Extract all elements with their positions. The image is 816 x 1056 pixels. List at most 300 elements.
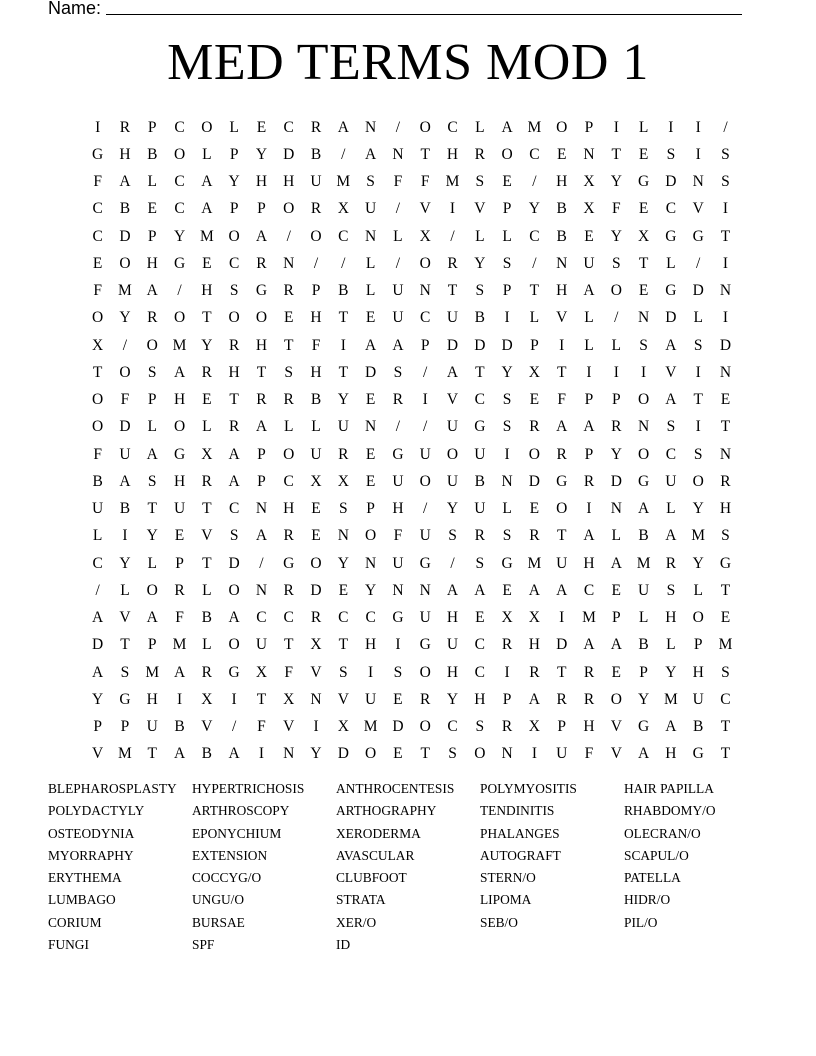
grid-letter: H [719, 500, 732, 518]
grid-letter: M [691, 527, 706, 545]
grid-letter: T [256, 690, 267, 708]
grid-letter: O [283, 200, 295, 218]
grid-letter: H [310, 309, 322, 327]
grid-letter: A [337, 118, 349, 136]
grid-letter: N [392, 145, 404, 163]
grid-letter: A [583, 282, 595, 300]
grid-letter: U [365, 200, 377, 218]
word-list-item: OSTEODYNIA [48, 825, 135, 841]
grid-row [84, 169, 739, 196]
grid-letter: D [365, 363, 377, 381]
grid-letter: E [365, 391, 376, 409]
grid-letter: Y [201, 336, 213, 354]
grid-letter: L [202, 636, 212, 654]
grid-letter: N [419, 581, 431, 599]
grid-letter: R [501, 636, 513, 654]
grid-letter: U [556, 745, 568, 763]
grid-letter: A [583, 418, 595, 436]
grid-letter: O [228, 227, 240, 245]
grid-letter: H [283, 500, 295, 518]
grid-letter: Y [337, 391, 349, 409]
grid-letter: C [283, 609, 294, 627]
grid-letter: I [122, 527, 128, 545]
grid-letter: G [419, 554, 431, 572]
grid-letter: M [363, 718, 378, 736]
grid-letter: H [283, 173, 295, 191]
grid-letter: G [474, 418, 486, 436]
word-list-item: OLECRAN/O [624, 825, 701, 841]
grid-letter: N [283, 745, 295, 763]
grid-letter: L [92, 527, 103, 545]
grid-letter: E [256, 118, 267, 136]
grid-letter: F [584, 745, 594, 763]
grid-letter: L [147, 173, 157, 191]
grid-letter: O [228, 309, 240, 327]
grid-letter: L [666, 636, 676, 654]
grid-letter: U [446, 636, 459, 654]
grid-letter: R [310, 118, 322, 136]
grid-letter: E [529, 500, 540, 518]
grid-letter: O [419, 118, 431, 136]
grid-letter: I [586, 500, 592, 518]
grid-letter: C [256, 609, 267, 627]
grid-letter: H [665, 609, 677, 627]
grid-letter: U [556, 554, 568, 572]
grid-letter: S [120, 663, 130, 681]
grid-letter: A [637, 745, 650, 763]
grid-letter: / [696, 254, 701, 272]
word-list-item: ARTHROSCOPY [192, 803, 290, 819]
grid-letter: O [283, 445, 295, 463]
grid-letter: T [283, 336, 294, 354]
grid-letter: V [92, 745, 104, 763]
grid-letter: A [173, 745, 186, 763]
word-list-item: MYORRAPHY [48, 847, 134, 863]
grid-row [84, 359, 739, 386]
grid-letter: N [365, 227, 377, 245]
grid-letter: O [146, 336, 158, 354]
grid-letter: N [692, 173, 704, 191]
grid-letter: Y [119, 554, 131, 572]
grid-letter: E [720, 391, 731, 409]
grid-row [84, 686, 739, 713]
word-list-item: SEB/O [480, 914, 518, 930]
grid-letter: O [419, 663, 431, 681]
grid-letter: S [693, 336, 703, 354]
grid-letter: T [147, 500, 157, 518]
grid-letter: N [419, 282, 431, 300]
word-list-item: AVASCULAR [336, 847, 415, 863]
grid-letter: / [532, 254, 537, 272]
grid-letter: G [665, 227, 677, 245]
grid-letter: A [665, 336, 677, 354]
grid-letter: U [446, 309, 459, 327]
grid-letter: / [423, 500, 428, 518]
grid-letter: P [502, 282, 512, 300]
grid-letter: O [556, 118, 568, 136]
grid-letter: S [284, 363, 294, 381]
grid-letter: N [719, 282, 732, 300]
grid-letter: B [693, 718, 704, 736]
grid-letter: L [666, 500, 676, 518]
grid-letter: M [336, 173, 351, 191]
grid-letter: E [638, 282, 649, 300]
grid-letter: A [255, 227, 268, 245]
word-list-item: CORIUM [48, 914, 102, 930]
grid-letter: E [638, 145, 649, 163]
grid-letter: I [504, 663, 510, 681]
grid-letter: O [92, 391, 104, 409]
grid-letter: D [474, 336, 486, 354]
grid-letter: O [119, 363, 131, 381]
grid-letter: G [637, 718, 650, 736]
grid-letter: D [337, 745, 349, 763]
grid-row [84, 223, 739, 250]
grid-letter: A [146, 609, 158, 627]
grid-letter: X [637, 227, 650, 245]
grid-letter: T [475, 363, 485, 381]
grid-letter: N [637, 418, 650, 436]
word-list-item: AUTOGRAFT [480, 847, 561, 863]
grid-letter: S [448, 527, 457, 545]
grid-letter: I [531, 745, 537, 763]
word-list-item: PHALANGES [480, 825, 560, 841]
grid-letter: R [556, 445, 567, 463]
grid-row [84, 659, 739, 686]
grid-letter: I [258, 745, 265, 763]
grid-row [84, 141, 739, 168]
grid-letter: / [231, 718, 237, 736]
grid-letter: T [420, 145, 430, 163]
grid-letter: U [446, 418, 459, 436]
grid-letter: P [530, 336, 539, 354]
grid-letter: R [147, 309, 158, 327]
grid-letter: S [393, 663, 403, 681]
grid-letter: R [256, 391, 267, 409]
grid-letter: M [145, 663, 160, 681]
grid-letter: X [201, 445, 213, 463]
grid-letter: N [365, 418, 377, 436]
word-list-item: HYPERTRICHOSIS [192, 781, 305, 796]
grid-row [84, 577, 739, 604]
grid-letter: S [721, 173, 730, 191]
grid-letter: I [695, 118, 701, 136]
grid-letter: T [202, 554, 212, 572]
grid-letter: / [395, 118, 401, 136]
grid-letter: S [721, 527, 730, 545]
grid-letter: L [584, 309, 594, 327]
grid-letter: E [502, 581, 512, 599]
grid-letter: T [720, 745, 731, 763]
grid-letter: I [340, 336, 346, 354]
grid-letter: S [475, 282, 485, 300]
grid-letter: R [283, 282, 294, 300]
grid-letter: B [92, 472, 103, 490]
grid-letter: P [557, 718, 566, 736]
grid-letter: Y [255, 145, 268, 163]
grid-letter: A [365, 336, 377, 354]
grid-letter: N [337, 527, 349, 545]
grid-letter: N [610, 500, 622, 518]
grid-letter: X [528, 609, 540, 627]
grid-letter: Y [310, 745, 322, 763]
grid-letter: I [368, 663, 374, 681]
grid-letter: L [202, 145, 212, 163]
grid-letter: R [256, 254, 267, 272]
grid-letter: T [229, 391, 239, 409]
grid-letter: S [721, 663, 730, 681]
grid-letter: T [256, 363, 267, 381]
grid-letter: G [637, 472, 650, 490]
grid-letter: F [93, 445, 102, 463]
grid-letter: M [527, 554, 542, 572]
grid-letter: N [637, 309, 650, 327]
grid-letter: N [583, 145, 595, 163]
grid-letter: F [175, 609, 184, 627]
grid-letter: D [92, 636, 104, 654]
grid-letter: / [341, 254, 346, 272]
grid-letter: N [283, 254, 295, 272]
grid-letter: A [610, 554, 622, 572]
grid-row [84, 278, 739, 305]
grid-letter: L [147, 554, 157, 572]
grid-letter: I [695, 145, 701, 163]
grid-letter: G [637, 173, 650, 191]
word-list-item: ERYTHEMA [48, 870, 122, 886]
grid-letter: P [420, 336, 430, 354]
grid-letter: U [92, 500, 104, 518]
grid-letter: B [119, 200, 131, 218]
grid-letter: A [92, 609, 104, 627]
grid-letter: / [723, 118, 728, 136]
grid-letter: H [556, 282, 568, 300]
grid-letter: T [338, 363, 349, 381]
grid-letter: R [720, 472, 731, 490]
grid-letter: G [92, 145, 104, 163]
grid-letter: / [122, 336, 128, 354]
grid-letter: S [693, 445, 703, 463]
grid-letter: R [392, 391, 404, 409]
grid-letter: R [447, 254, 458, 272]
word-column [624, 778, 768, 956]
grid-letter: F [284, 663, 294, 681]
grid-letter: X [310, 472, 322, 490]
grid-letter: I [504, 445, 510, 463]
grid-letter: V [283, 718, 295, 736]
grid-letter: P [584, 445, 594, 463]
grid-letter: Y [365, 581, 377, 599]
grid-letter: S [611, 254, 621, 272]
grid-letter: H [556, 173, 568, 191]
grid-letter: S [339, 663, 348, 681]
grid-letter: A [501, 118, 513, 136]
grid-letter: E [202, 391, 212, 409]
grid-letter: S [366, 173, 375, 191]
grid-letter: T [720, 418, 731, 436]
grid-letter: H [146, 254, 158, 272]
grid-letter: C [283, 472, 294, 490]
grid-letter: O [637, 445, 650, 463]
grid-letter: S [475, 554, 485, 572]
grid-letter: U [392, 472, 404, 490]
grid-letter: H [692, 663, 704, 681]
grid-letter: M [636, 554, 651, 572]
grid-letter: L [584, 336, 594, 354]
grid-letter: G [692, 745, 704, 763]
grid-letter: L [693, 309, 703, 327]
grid-letter: L [147, 418, 157, 436]
grid-letter: F [611, 200, 621, 218]
grid-row [84, 441, 739, 468]
grid-letter: P [502, 690, 512, 708]
grid-letter: S [639, 336, 648, 354]
grid-letter: L [638, 609, 649, 627]
grid-letter: A [665, 391, 677, 409]
word-list-item: STRATA [336, 892, 386, 908]
grid-letter: P [147, 636, 157, 654]
grid-letter: R [119, 118, 131, 136]
grid-letter: I [722, 254, 729, 272]
grid-letter: C [283, 118, 294, 136]
grid-letter: V [119, 609, 131, 627]
grid-letter: O [201, 118, 213, 136]
grid-letter: B [638, 636, 649, 654]
grid-letter: O [610, 690, 622, 708]
grid-letter: T [338, 636, 349, 654]
grid-letter: Y [637, 690, 650, 708]
grid-letter: P [611, 391, 621, 409]
grid-letter: R [310, 200, 322, 218]
grid-letter: Y [446, 500, 459, 518]
grid-letter: X [92, 336, 104, 354]
word-list-item: EXTENSION [192, 847, 268, 863]
grid-letter: A [583, 527, 595, 545]
grid-letter: / [395, 254, 401, 272]
grid-letter: X [337, 718, 349, 736]
grid-letter: A [146, 282, 158, 300]
grid-letter: D [610, 472, 622, 490]
word-list-item: LUMBAGO [48, 892, 116, 908]
grid-letter: M [582, 609, 596, 627]
grid-letter: D [310, 581, 322, 599]
grid-letter: L [475, 227, 485, 245]
grid-letter: O [310, 227, 322, 245]
grid-letter: U [392, 282, 404, 300]
grid-letter: T [120, 636, 130, 654]
grid-letter: E [365, 445, 376, 463]
grid-letter: X [201, 690, 213, 708]
grid-letter: U [446, 472, 459, 490]
grid-letter: E [393, 690, 403, 708]
grid-letter: O [173, 309, 186, 327]
grid-letter: P [584, 391, 594, 409]
grid-letter: I [722, 309, 729, 327]
grid-letter: S [147, 472, 157, 490]
grid-letter: U [119, 445, 131, 463]
grid-letter: I [695, 418, 701, 436]
grid-row [84, 414, 739, 441]
grid-letter: N [719, 363, 732, 381]
grid-letter: L [529, 309, 540, 327]
grid-letter: H [119, 145, 131, 163]
grid-letter: Y [146, 527, 158, 545]
grid-letter: X [310, 636, 322, 654]
grid-letter: M [718, 636, 733, 654]
grid-letter: H [583, 718, 595, 736]
grid-letter: R [529, 418, 540, 436]
grid-letter: D [719, 336, 732, 354]
grid-letter: C [92, 227, 103, 245]
grid-letter: L [283, 418, 294, 436]
grid-letter: D [119, 227, 131, 245]
grid-row [84, 496, 739, 523]
grid-letter: R [474, 145, 485, 163]
word-list-item: BURSAE [192, 914, 245, 930]
grid-letter: C [474, 391, 485, 409]
grid-letter: H [173, 472, 186, 490]
grid-letter: I [722, 200, 729, 218]
grid-letter: C [447, 718, 458, 736]
grid-letter: O [692, 472, 704, 490]
name-underline [106, 0, 742, 15]
grid-letter: P [147, 227, 157, 245]
grid-letter: T [92, 363, 103, 381]
grid-letter: O [365, 745, 377, 763]
grid-letter: X [501, 609, 513, 627]
grid-row [84, 605, 739, 632]
grid-letter: N [719, 445, 732, 463]
grid-letter: / [532, 173, 537, 191]
grid-letter: A [119, 472, 131, 490]
grid-letter: L [365, 282, 376, 300]
grid-letter: B [201, 745, 212, 763]
grid-letter: D [501, 336, 513, 354]
grid-letter: N [310, 690, 322, 708]
grid-letter: F [557, 391, 566, 409]
grid-letter: P [229, 145, 239, 163]
grid-letter: L [475, 118, 485, 136]
grid-letter: T [556, 363, 567, 381]
grid-row [84, 468, 739, 495]
grid-letter: A [228, 745, 240, 763]
grid-letter: V [337, 690, 349, 708]
grid-letter: I [422, 391, 428, 409]
grid-row [84, 250, 739, 277]
grid-letter: P [366, 500, 375, 518]
grid-letter: Y [610, 173, 622, 191]
grid-letter: G [119, 690, 131, 708]
grid-letter: S [666, 418, 676, 436]
grid-letter: O [610, 282, 622, 300]
grid-letter: R [611, 418, 622, 436]
grid-letter: O [419, 254, 431, 272]
grid-letter: O [501, 145, 513, 163]
grid-letter: U [392, 309, 404, 327]
grid-letter: B [310, 145, 322, 163]
grid-letter: A [446, 363, 459, 381]
grid-letter: B [174, 718, 185, 736]
grid-letter: A [201, 200, 213, 218]
grid-letter: S [229, 527, 239, 545]
grid-letter: U [665, 472, 677, 490]
grid-letter: N [556, 254, 568, 272]
grid-letter: T [529, 282, 540, 300]
grid-letter: P [257, 472, 266, 490]
grid-letter: E [338, 581, 349, 599]
grid-letter: O [419, 718, 431, 736]
word-list-item: HAIR PAPILLA [624, 781, 714, 796]
grid-letter: O [173, 145, 186, 163]
